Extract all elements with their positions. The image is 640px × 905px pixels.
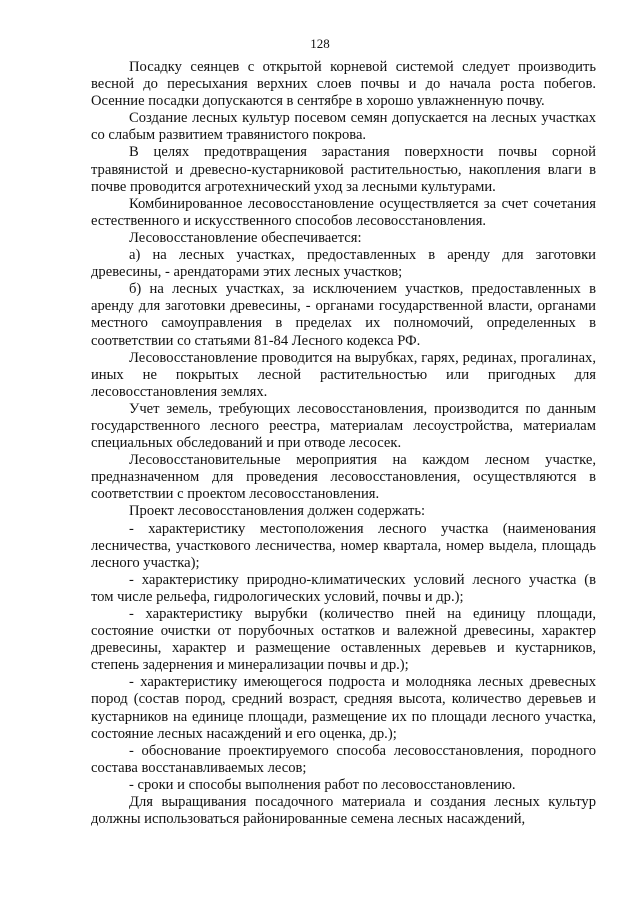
- paragraph: Для выращивания посадочного материала и создания лесных культур должны использоваться районированные семена лесных насаждений,: [91, 794, 596, 828]
- list-item: - характеристику вырубки (количество пней на единицу площади, состояние очистки от порубочных остатков и валежной древесины, характер древесины, характер и размещение оставленных деревьев и кустарников, степень задернения и минерализации почвы и др.);: [91, 606, 596, 674]
- list-item: б) на лесных участках, за исключением участков, предоставленных в аренду для заготовки древесины, - органами государственной власти, органами местного самоуправления в пределах их полномочий, определенных в соответствии со статьями 81-84 Лесного кодекса РФ.: [91, 281, 596, 349]
- list-item: - обоснование проектируемого способа лесовосстановления, породного состава восстанавливаемых лесов;: [91, 742, 596, 776]
- page-number: 128: [310, 36, 330, 51]
- paragraph: Лесовосстановление проводится на вырубках, гарях, рединах, прогалинах, иных не покрытых лесной растительностью или пригодных для лесовосстановления землях.: [91, 349, 596, 400]
- paragraph: Комбинированное лесовосстановление осуществляется за счет сочетания естественного и искусственного способов лесовосстановления.: [91, 195, 596, 229]
- paragraph: Проект лесовосстановления должен содержать:: [129, 503, 426, 520]
- list-item: - характеристику природно-климатических условий лесного участка (в том числе рельефа, гидрологических условий, почвы и др.);: [91, 571, 596, 605]
- paragraph: Лесовосстановительные мероприятия на каждом лесном участке, предназначенном для проведения лесовосстановления, осуществляются в соответствии с проектом лесовосстановления.: [91, 452, 596, 503]
- list-item: - характеристику имеющегося подроста и молодняка лесных древесных пород (состав пород, средний возраст, средняя высота, количество деревьев и кустарников на единице площади, размещение их по площади лесного участка, состояние лесных насаждений и его оценка, др.);: [91, 674, 596, 742]
- paragraph: Лесовосстановление обеспечивается:: [129, 229, 362, 246]
- list-item: - характеристику местоположения лесного участка (наименования лесничества, участкового лесничества, номер квартала, номер выдела, площадь лесного участка);: [91, 520, 596, 571]
- paragraph: Посадку сеянцев с открытой корневой системой следует производить весной до пересыхания верхних слоев почвы и до начала роста побегов. Осенние посадки допускаются в сентябре в хорошо увлажненную почву.: [91, 59, 596, 110]
- list-item: - сроки и способы выполнения работ по лесовосстановлению.: [129, 776, 516, 793]
- paragraph: Учет земель, требующих лесовосстановления, производится по данным государственного лесного реестра, материалам лесоустройства, материалам специальных обследований и при отводе лесосек.: [91, 400, 596, 452]
- paragraph: Создание лесных культур посевом семян допускается на лесных участках со слабым развитием травянистого покрова.: [91, 110, 596, 144]
- paragraph: В целях предотвращения зарастания поверхности почвы сорной травянистой и древесно-кустарниковой растительностью, накопления влаги в почве проводится агротехнический уход за лесными культурами.: [91, 144, 596, 195]
- body-text: [91, 59, 596, 828]
- list-item: а) на лесных участках, предоставленных в аренду для заготовки древесины, - арендаторами этих лесных участков;: [91, 247, 596, 281]
